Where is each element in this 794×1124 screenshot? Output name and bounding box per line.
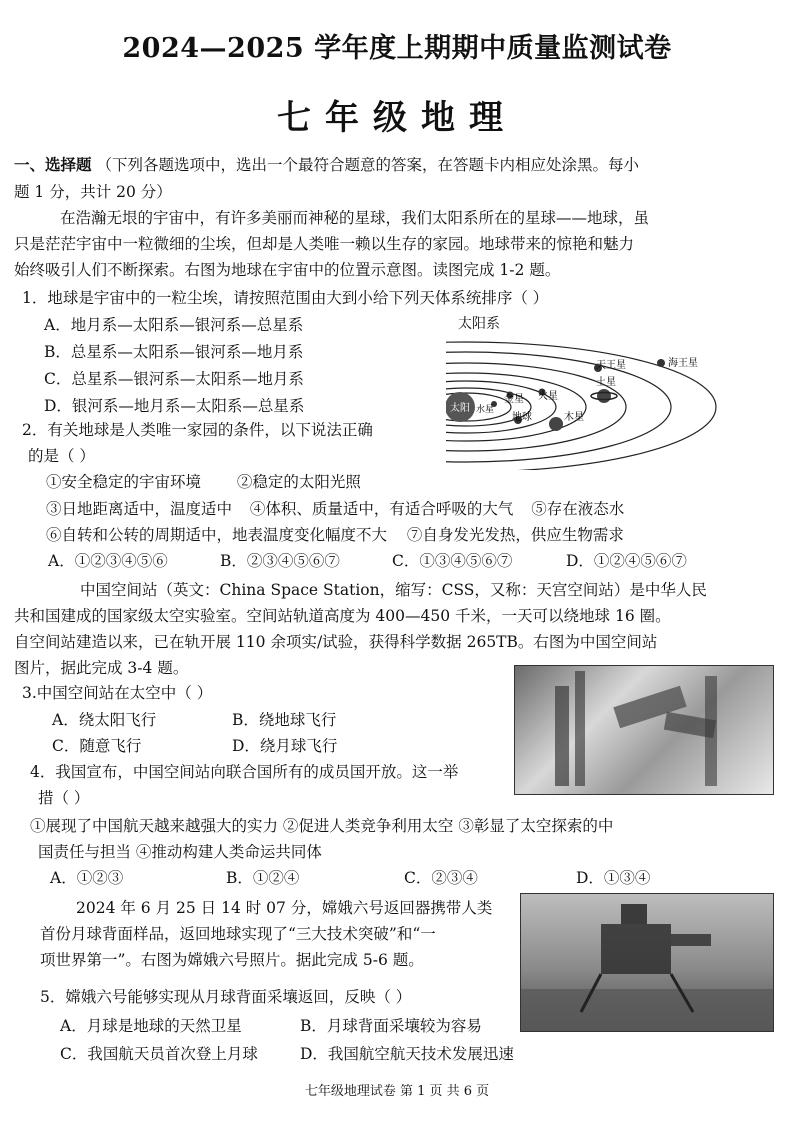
q4-option-b: B．①②④: [226, 869, 300, 887]
space-station-photo: [514, 665, 774, 795]
q1-option-c: C．总星系—银河系—太阳系—地月系: [44, 370, 304, 388]
solar-system-figure: [446, 312, 726, 470]
q4-option-a: A．①②③: [50, 869, 124, 887]
q1-option-b: B．总星系—太阳系—银河系—地月系: [44, 343, 304, 361]
page-footer: 七年级地理试卷 第 1 页 共 6 页: [304, 1084, 490, 1099]
jupiter-icon: [549, 417, 563, 431]
saturn-icon: [597, 389, 611, 403]
passage1-line: 始终吸引人们不断探索。右图为地球在宇宙中的位置示意图。读图完成 1-2 题。: [14, 261, 561, 279]
q2-option-a: A．①②③④⑤⑥: [48, 552, 168, 570]
q2-item: ⑥自转和公转的周期适中，地表温度变化幅度不大: [46, 526, 388, 544]
q3-option-b: B．绕地球飞行: [232, 711, 337, 729]
passage2-line: 图片，据此完成 3-4 题。: [14, 659, 189, 677]
q5-option-d: D．我国航空航天技术发展迅速: [300, 1045, 514, 1063]
q2-item: ②稳定的太阳光照: [236, 473, 361, 491]
q4-option-d: D．①③④: [576, 869, 651, 887]
section-heading: 一、选择题: [14, 155, 92, 174]
q3-option-a: A．绕太阳飞行: [52, 711, 157, 729]
passage3-line: 首份月球背面样品，返回地球实现了“三大技术突破”和“一: [40, 925, 436, 943]
q3-option-d: D．绕月球飞行: [232, 737, 338, 755]
sun-label: 太阳: [450, 403, 470, 414]
q2-item: ③日地距离适中，温度适中: [46, 500, 233, 518]
q4-stem: 4．我国宣布，中国空间站向联合国所有的成员国开放。这一举: [30, 763, 459, 781]
passage1-line: 只是茫茫宇宙中一粒微细的尘埃，但却是人类唯一赖以生存的家园。地球带来的惊艳和魅力: [14, 235, 635, 253]
q3-option-c: C．随意飞行: [52, 737, 142, 755]
neptune-icon: [657, 359, 665, 367]
q4-option-c: C．②③④: [404, 869, 478, 887]
q2-option-b: B．②③④⑤⑥⑦: [220, 552, 340, 570]
passage2-line: 自空间站建造以来，已在轨开展 110 余项实/试验，获得科学数据 265TB。右图为中国空间站: [14, 633, 658, 651]
q4-items-line1: ①展现了中国航天越来越强大的实力 ②促进人类竞争利用太空 ③彰显了太空探索的中: [30, 817, 614, 835]
saturn-label: 土星: [596, 377, 616, 388]
q2-items-line2: [46, 497, 624, 522]
q2-stem-2: 的是（ ）: [28, 447, 95, 465]
q2-item: ⑦自身发光发热，供应生物需求: [406, 526, 624, 544]
q5-option-a: A．月球是地球的天然卫星: [60, 1017, 242, 1035]
q4-stem-2: 措（ ）: [38, 789, 90, 807]
q2-stem: 2．有关地球是人类唯一家园的条件，以下说法正确: [22, 421, 373, 439]
q1-stem: 1．地球是宇宙中的一粒尘埃，请按照范围由大到小给下列天体系统排序（ ）: [22, 289, 549, 307]
q1-option-a: A．地月系—太阳系—银河系—总星系: [44, 316, 304, 334]
space-station-image: [515, 666, 773, 794]
mercury-label: 水星: [476, 405, 495, 415]
passage3-line: 2024 年 6 月 25 日 14 时 07 分，嫦娥六号返回器携带人类: [76, 899, 493, 917]
neptune-label: 海王星: [668, 358, 698, 369]
exam-title: 2024—2025 学年度上期期中质量监测试卷: [122, 33, 672, 64]
passage2-line: 中国空间站（英文：China Space Station，缩写：CSS，又称：天宫空间站）是中华人民: [80, 581, 707, 599]
section-heading-line: [14, 152, 639, 178]
q2-items-line3: [46, 523, 624, 548]
uranus-label: 天王星: [596, 360, 626, 371]
passage3-line: 项世界第一”。右图为嫦娥六号照片。据此完成 5-6 题。: [40, 951, 424, 969]
q3-stem: 3.中国空间站在太空中（ ）: [22, 684, 213, 702]
change6-image: [521, 894, 773, 1031]
q2-option-c: C．①③④⑤⑥⑦: [392, 552, 513, 570]
q2-item: ④体积、质量适中，有适合呼吸的大气: [249, 500, 514, 518]
q2-items-line1: [46, 470, 361, 495]
change6-photo: [520, 893, 774, 1032]
venus-label: 金星: [504, 394, 524, 405]
earth-label: 地球: [512, 412, 532, 423]
q4-items-line2: 国责任与担当 ④推动构建人类命运共同体: [38, 843, 322, 861]
q5-stem: 5．嫦娥六号能够实现从月球背面采壤返回，反映（ ）: [40, 988, 412, 1006]
section-instructions: （下列各题选项中，选出一个最符合题意的答案，在答题卡内相应处涂黑。每小: [96, 156, 639, 174]
q2-item: ⑤存在液态水: [531, 500, 625, 518]
q2-option-d: D．①②④⑤⑥⑦: [566, 552, 687, 570]
exam-subtitle: 七年级地理: [277, 98, 517, 138]
section-instructions-2: 题 1 分，共计 20 分）: [14, 183, 172, 201]
q2-item: ①安全稳定的宇宙环境: [46, 473, 202, 491]
mars-label: 火星: [538, 391, 558, 402]
passage1-line: 在浩瀚无垠的宇宙中，有许多美丽而神秘的星球，我们太阳系所在的星球——地球，虽: [60, 209, 650, 227]
q5-option-c: C．我国航天员首次登上月球: [60, 1045, 258, 1063]
solar-system-label: 太阳系: [458, 316, 500, 332]
passage2-line: 共和国建成的国家级太空实验室。空间站轨道高度为 400—450 千米，一天可以绕地球 16 圈。: [14, 607, 671, 625]
q5-option-b: B．月球背面采壤较为容易: [300, 1017, 482, 1035]
q1-option-d: D．银河系—地月系—太阳系—总星系: [44, 397, 305, 415]
jupiter-label: 木星: [564, 412, 584, 423]
